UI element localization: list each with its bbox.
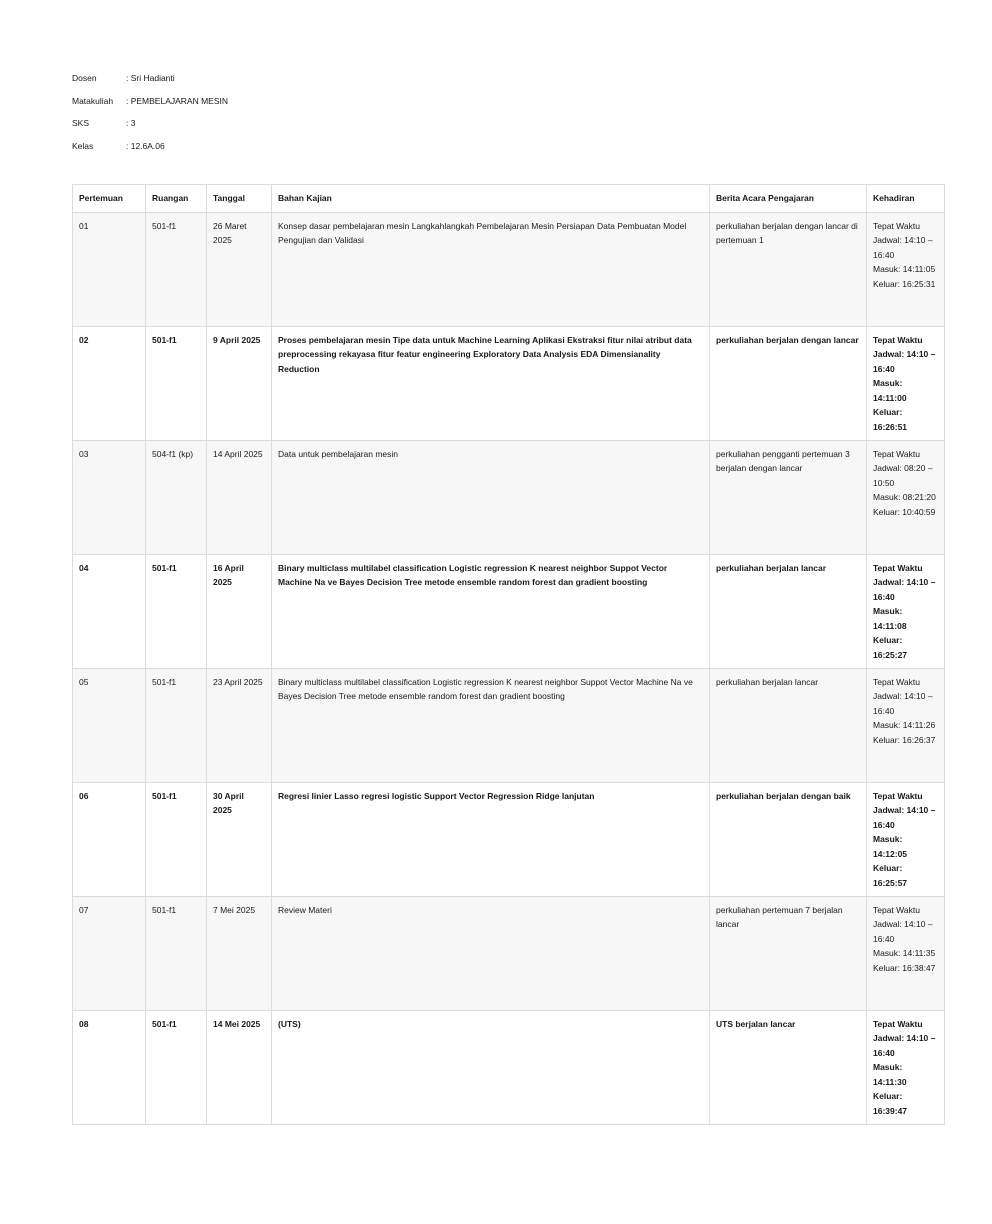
attendance-keluar: Keluar: 16:25:31 (873, 278, 936, 289)
cell-bahan-kajian: Binary multiclass multilabel classification Logistic regression K nearest neighbor Suppot Vector Machine Na ve Bayes Decision Tree metode ensemble random forest dan gradient boosting (272, 668, 710, 782)
col-header-bahan-kajian: Bahan Kajian (272, 185, 710, 213)
cell-tanggal: 14 April 2025 (207, 440, 272, 554)
matakuliah-value: : PEMBELAJARAN MESIN (126, 95, 229, 106)
kelas-label: Kelas (72, 140, 94, 151)
cell-berita-acara: perkuliahan berjalan dengan lancar di pertemuan 1 (710, 212, 867, 326)
attendance-jadwal: Jadwal: 14:10 – 16:40 (873, 349, 936, 374)
cell-tanggal: 26 Maret 2025 (207, 212, 272, 326)
table-row (73, 782, 945, 896)
cell-tanggal: 16 April 2025 (207, 554, 272, 668)
cell-pertemuan: 07 (73, 896, 146, 1010)
cell-berita-acara: perkuliahan pertemuan 7 berjalan lancar (710, 896, 867, 1010)
cell-ruangan: 501-f1 (146, 326, 207, 440)
cell-berita-acara: perkuliahan berjalan lancar (710, 554, 867, 668)
cell-pertemuan: 04 (73, 554, 146, 668)
sks-value: : 3 (126, 118, 136, 128)
table-body (73, 212, 945, 1124)
col-header-ruangan: Ruangan (146, 185, 207, 213)
cell-bahan-kajian: Data untuk pembelajaran mesin (272, 440, 710, 554)
col-header-berita-acara: Berita Acara Pengajaran (710, 185, 867, 213)
attendance-status: Tepat Waktu (873, 562, 923, 573)
attendance-table (72, 184, 945, 1125)
col-header-pertemuan: Pertemuan (73, 185, 146, 213)
cell-bahan-kajian: Binary multiclass multilabel classification Logistic regression K nearest neighbor Suppot Vector Machine Na ve Bayes Decision Tree metode ensemble random forest dan gradient boosting (272, 554, 710, 668)
attendance-status: Tepat Waktu (873, 334, 923, 345)
sks-row (72, 118, 228, 141)
attendance-jadwal: Jadwal: 14:10 – 16:40 (873, 1033, 936, 1058)
attendance-keluar: Keluar: 16:25:57 (873, 863, 908, 888)
cell-kehadiran (867, 440, 945, 554)
cell-pertemuan: 06 (73, 782, 146, 896)
cell-bahan-kajian: Konsep dasar pembelajaran mesin Langkahlangkah Pembelajaran Mesin Persiapan Data Pembuatan Model Pengujian dan Validasi (272, 212, 710, 326)
cell-ruangan: 501-f1 (146, 554, 207, 668)
dosen-value: : Sri Hadianti (126, 73, 175, 83)
attendance-keluar: Keluar: 16:39:47 (873, 1091, 908, 1116)
attendance-status: Tepat Waktu (873, 1018, 923, 1029)
cell-kehadiran (867, 212, 945, 326)
table-row (73, 1010, 945, 1124)
sks-label: SKS (72, 118, 90, 128)
cell-berita-acara: perkuliahan berjalan dengan baik (710, 782, 867, 896)
cell-kehadiran (867, 1010, 945, 1124)
cell-kehadiran (867, 668, 945, 782)
col-header-tanggal: Tanggal (207, 185, 272, 213)
cell-tanggal: 30 April 2025 (207, 782, 272, 896)
cell-ruangan: 501-f1 (146, 212, 207, 326)
attendance-keluar: Keluar: 16:26:37 (873, 734, 936, 745)
attendance-status: Tepat Waktu (873, 790, 923, 801)
attendance-keluar: Keluar: 16:25:27 (873, 635, 908, 660)
table-row (73, 326, 945, 440)
cell-kehadiran (867, 896, 945, 1010)
dosen-label: Dosen (72, 73, 97, 83)
attendance-masuk: Masuk: 14:11:30 (873, 1062, 907, 1087)
kelas-value: : 12.6A.06 (126, 140, 165, 151)
cell-pertemuan: 05 (73, 668, 146, 782)
dosen-row (72, 73, 228, 96)
attendance-keluar: Keluar: 16:26:51 (873, 407, 908, 432)
attendance-jadwal: Jadwal: 14:10 – 16:40 (873, 691, 933, 716)
attendance-status: Tepat Waktu (873, 220, 920, 231)
matakuliah-label: Matakuliah (72, 95, 114, 106)
cell-kehadiran (867, 782, 945, 896)
attendance-keluar: Keluar: 16:38:47 (873, 962, 936, 973)
attendance-status: Tepat Waktu (873, 676, 920, 687)
cell-pertemuan: 01 (73, 212, 146, 326)
attendance-status: Tepat Waktu (873, 904, 920, 915)
table-row (73, 896, 945, 1010)
kelas-row (72, 141, 228, 164)
table-row (73, 668, 945, 782)
table-row (73, 440, 945, 554)
matakuliah-row (72, 96, 228, 119)
cell-berita-acara: perkuliahan berjalan lancar (710, 668, 867, 782)
attendance-jadwal: Jadwal: 14:10 – 16:40 (873, 577, 936, 602)
col-header-kehadiran: Kehadiran (867, 185, 945, 213)
table-row (73, 212, 945, 326)
attendance-jadwal: Jadwal: 08:20 – 10:50 (873, 463, 933, 488)
cell-berita-acara: perkuliahan berjalan dengan lancar (710, 326, 867, 440)
table-header-row (73, 185, 945, 213)
attendance-masuk: Masuk: 14:11:08 (873, 606, 907, 631)
course-info (72, 73, 228, 163)
attendance-masuk: Masuk: 14:11:05 (873, 264, 936, 274)
cell-pertemuan: 03 (73, 440, 146, 554)
attendance-status: Tepat Waktu (873, 448, 920, 459)
attendance-jadwal: Jadwal: 14:10 – 16:40 (873, 919, 933, 944)
cell-pertemuan: 02 (73, 326, 146, 440)
attendance-masuk: Masuk: 14:11:26 (873, 720, 936, 730)
cell-tanggal: 23 April 2025 (207, 668, 272, 782)
cell-kehadiran (867, 554, 945, 668)
table-row (73, 554, 945, 668)
cell-ruangan: 501-f1 (146, 1010, 207, 1124)
cell-berita-acara: perkuliahan pengganti pertemuan 3 berjalan dengan lancar (710, 440, 867, 554)
cell-bahan-kajian: (UTS) (272, 1010, 710, 1124)
cell-ruangan: 501-f1 (146, 782, 207, 896)
attendance-masuk: Masuk: 14:12:05 (873, 834, 908, 859)
cell-ruangan: 501-f1 (146, 668, 207, 782)
cell-bahan-kajian: Review Materi (272, 896, 710, 1010)
cell-pertemuan: 08 (73, 1010, 146, 1124)
cell-tanggal: 9 April 2025 (207, 326, 272, 440)
cell-berita-acara: UTS berjalan lancar (710, 1010, 867, 1124)
cell-kehadiran (867, 326, 945, 440)
attendance-masuk: Masuk: 14:11:00 (873, 378, 907, 403)
cell-ruangan: 504-f1 (kp) (146, 440, 207, 554)
cell-bahan-kajian: Regresi linier Lasso regresi logistic Support Vector Regression Ridge lanjutan (272, 782, 710, 896)
attendance-masuk: Masuk: 14:11:35 (873, 948, 936, 958)
cell-bahan-kajian: Proses pembelajaran mesin Tipe data untuk Machine Learning Aplikasi Ekstraksi fitur nilai atribut data preprocessing rekayasa fitur featur engineering Exploratory Data Analysis EDA Dimensianality Reduction (272, 326, 710, 440)
attendance-jadwal: Jadwal: 14:10 – 16:40 (873, 235, 933, 260)
attendance-masuk: Masuk: 08:21:20 (873, 492, 936, 502)
cell-ruangan: 501-f1 (146, 896, 207, 1010)
cell-tanggal: 7 Mei 2025 (207, 896, 272, 1010)
attendance-keluar: Keluar: 10:40:59 (873, 506, 936, 517)
attendance-jadwal: Jadwal: 14:10 – 16:40 (873, 805, 936, 830)
cell-tanggal: 14 Mei 2025 (207, 1010, 272, 1124)
